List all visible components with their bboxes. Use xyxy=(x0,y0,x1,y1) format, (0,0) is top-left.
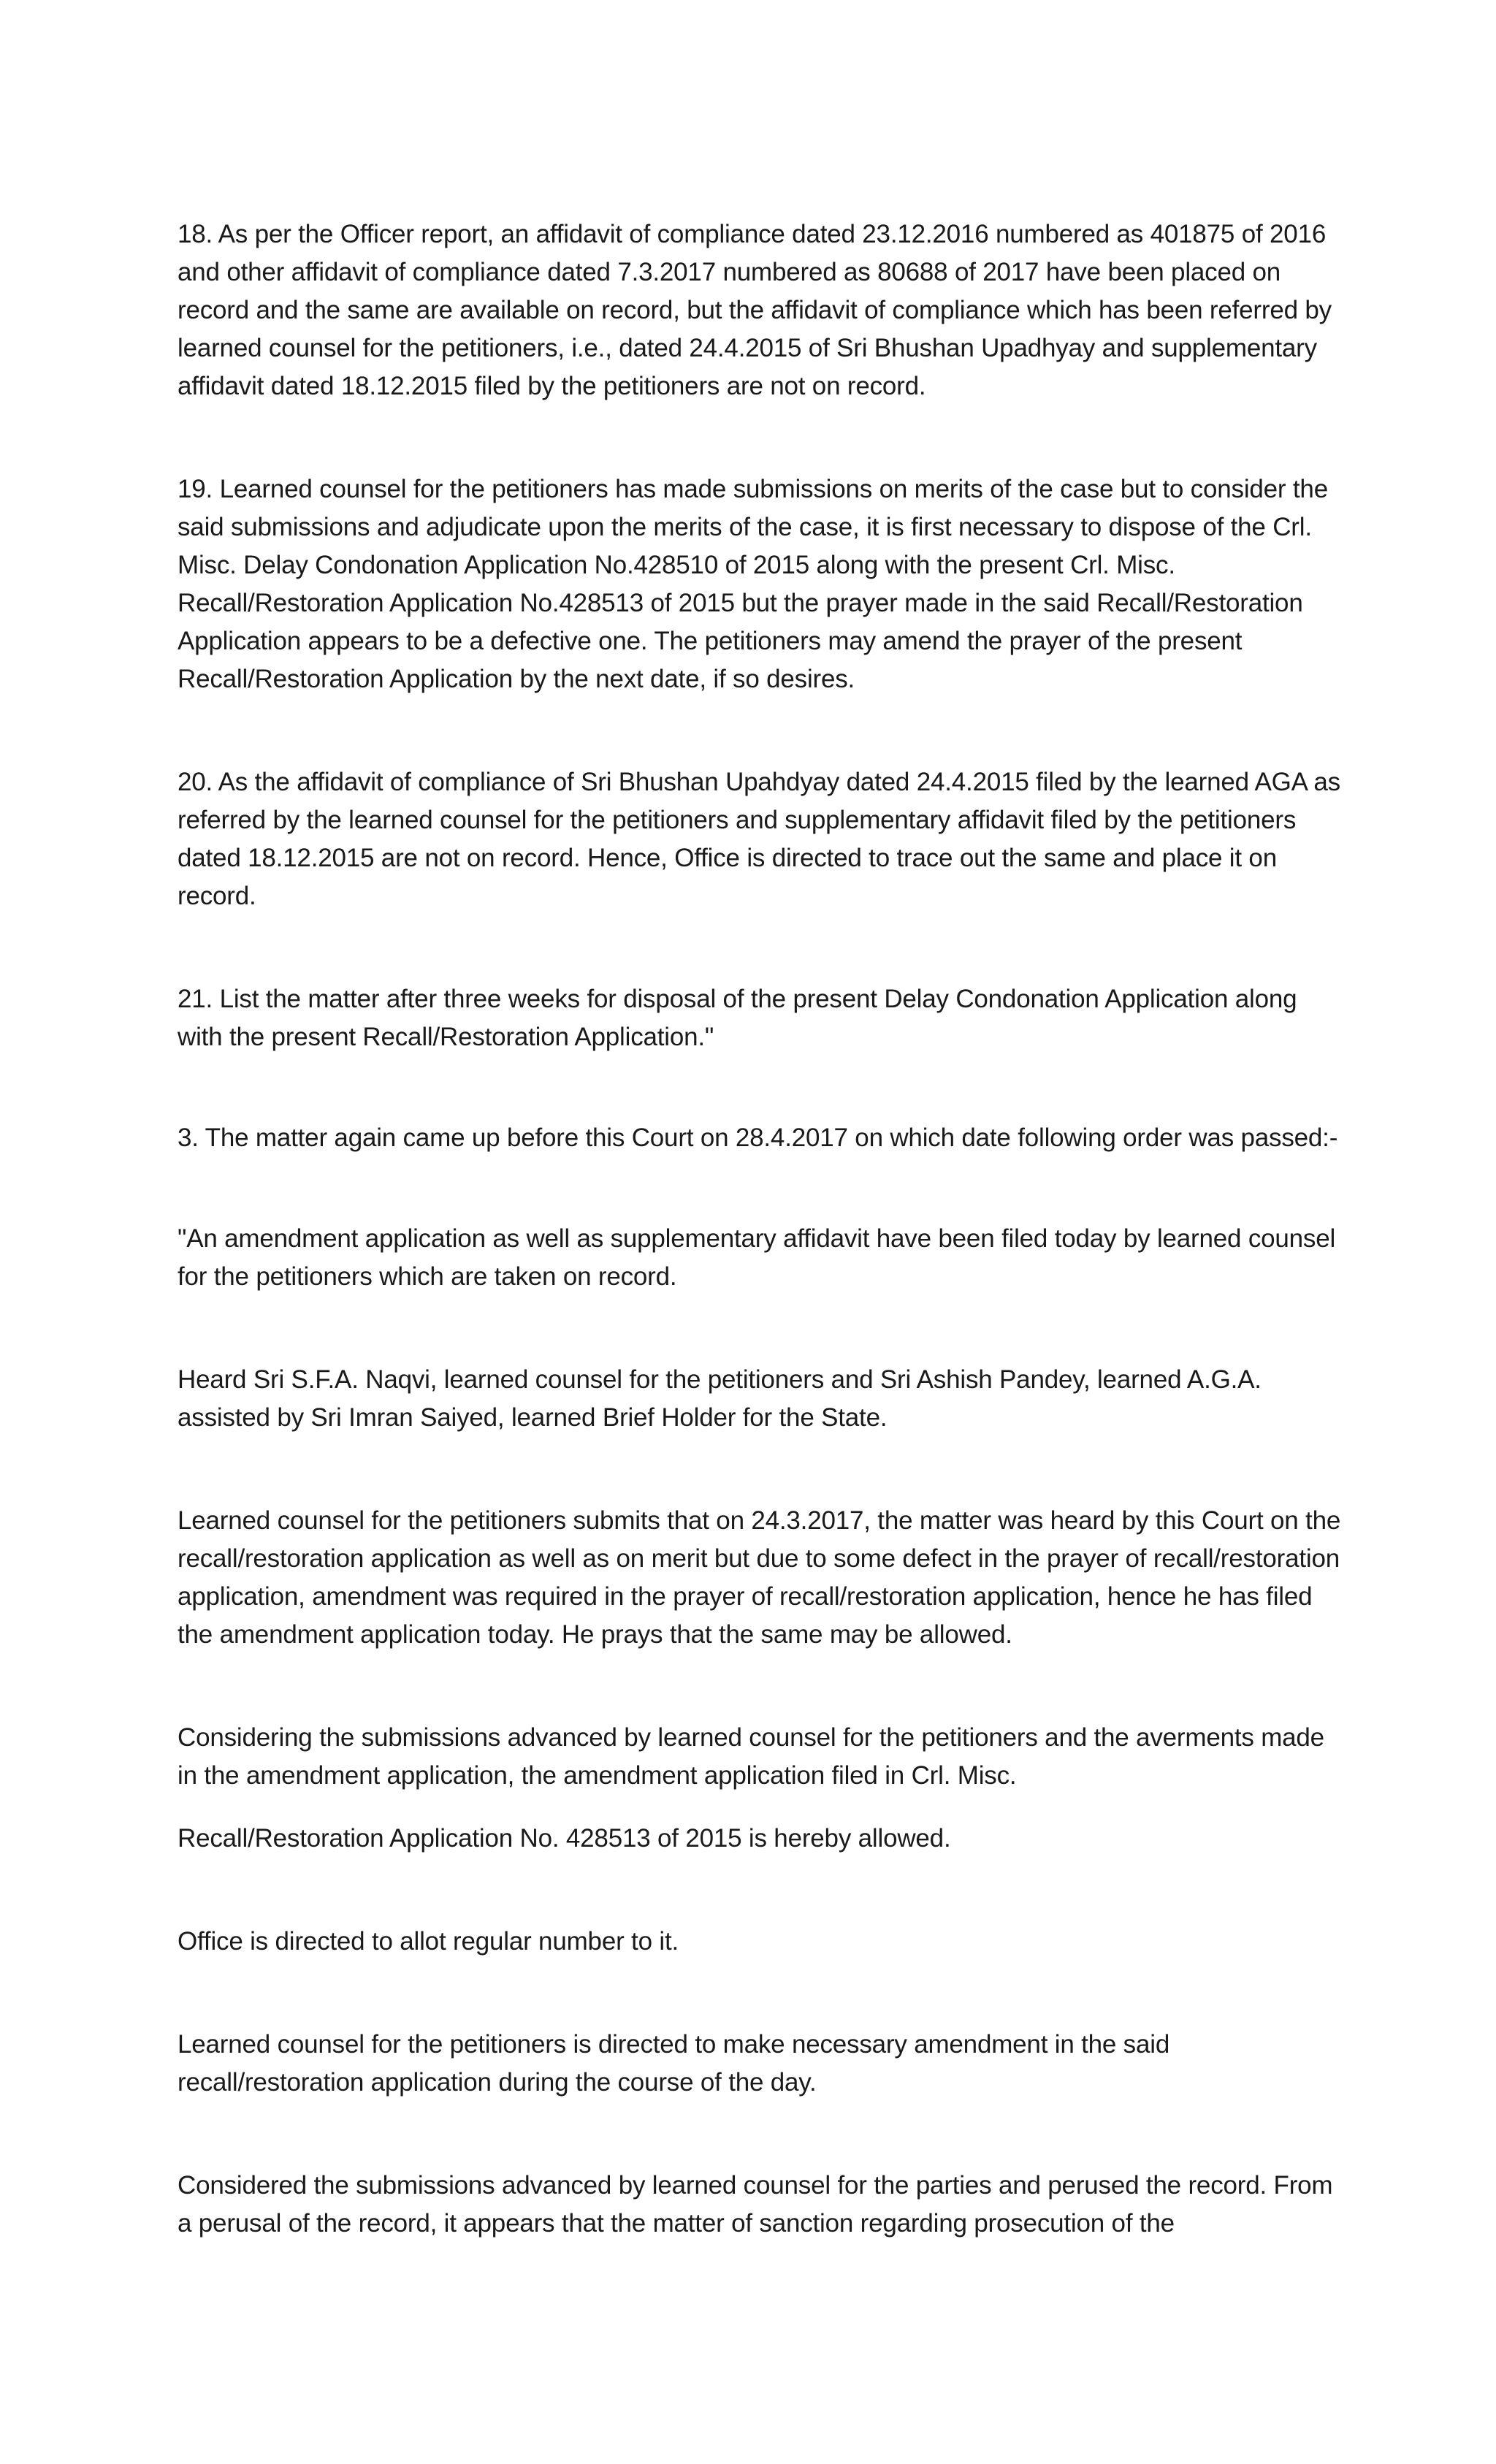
paragraph-3: 3. The matter again came up before this Court on 28.4.2017 on which date following order was passed:- xyxy=(178,1124,1338,1152)
order-submission-paragraph: Learned counsel for the petitioners submits that on 24.3.2017, the matter was heard by this Court on the recall/restoration application as well as on merit but due to some defect in the prayer of recall/restoration application, amendment was required in the prayer of recall/restoration application, hence he has filed the amendment application today. He prays that the same may be allowed. xyxy=(178,1506,1341,1649)
paragraph-20: 20. As the affidavit of compliance of Sri Bhushan Upahdyay dated 24.4.2015 filed by the learned AGA as referred by the learned counsel for the petitioners and supplementary affidavit filed by the petitioners dated 18.12.2015 are not on record. Hence, Office is directed to trace out the same and place it on record. xyxy=(178,768,1340,910)
paragraph-18: 18. As per the Officer report, an affidavit of compliance dated 23.12.2016 numbered as 401875 of 2016 and other affidavit of compliance dated 7.3.2017 numbered as 80688 of 2017 have been placed on record and the same are available on record, but the affidavit of compliance which has been referred by learned counsel for the petitioners, i.e., dated 24.4.2015 of Sri Bhushan Upadhyay and supplementary affidavit dated 18.12.2015 filed by the petitioners are not on record. xyxy=(178,220,1332,400)
paragraph-19: 19. Learned counsel for the petitioners has made submissions on merits of the case but to consider the said submissions and adjudicate upon the merits of the case, it is first necessary to dispose of the Crl. Misc. Delay Condonation Application No.428510 of 2015 along with the present Crl. Misc. Recall/Restoration Application No.428513 of 2015 but the prayer made in the said Recall/Restoration Application appears to be a defective one. The petitioners may amend the prayer of the present Recall/Restoration Application by the next date, if so desires. xyxy=(178,475,1328,693)
order-considered-paragraph: Considered the submissions advanced by learned counsel for the parties and perused the record. From a perusal of the record, it appears that the matter of sanction regarding prosecution of the xyxy=(178,2171,1333,2238)
order-directed-paragraph: Learned counsel for the petitioners is directed to make necessary amendment in the said recall/restoration application during the course of the day. xyxy=(178,2030,1170,2097)
order-office-paragraph: Office is directed to allot regular number to it. xyxy=(178,1927,679,1956)
order-considering-paragraph: Considering the submissions advanced by learned counsel for the petitioners and the averments made in the amendment application, the amendment application filed in Crl. Misc. xyxy=(178,1723,1324,1790)
document-body xyxy=(178,215,1346,2243)
order-heard-paragraph: Heard Sri S.F.A. Naqvi, learned counsel for the petitioners and Sri Ashish Pandey, learned A.G.A. assisted by Sri Imran Saiyed, learned Brief Holder for the State. xyxy=(178,1365,1262,1432)
order-allowed-paragraph: Recall/Restoration Application No. 428513 of 2015 is hereby allowed. xyxy=(178,1824,951,1853)
order-amendment-paragraph: "An amendment application as well as supplementary affidavit have been filed today by learned counsel for the petitioners which are taken on record. xyxy=(178,1224,1336,1291)
paragraph-21: 21. List the matter after three weeks for disposal of the present Delay Condonation Application along with the present Recall/Restoration Application." xyxy=(178,985,1297,1051)
